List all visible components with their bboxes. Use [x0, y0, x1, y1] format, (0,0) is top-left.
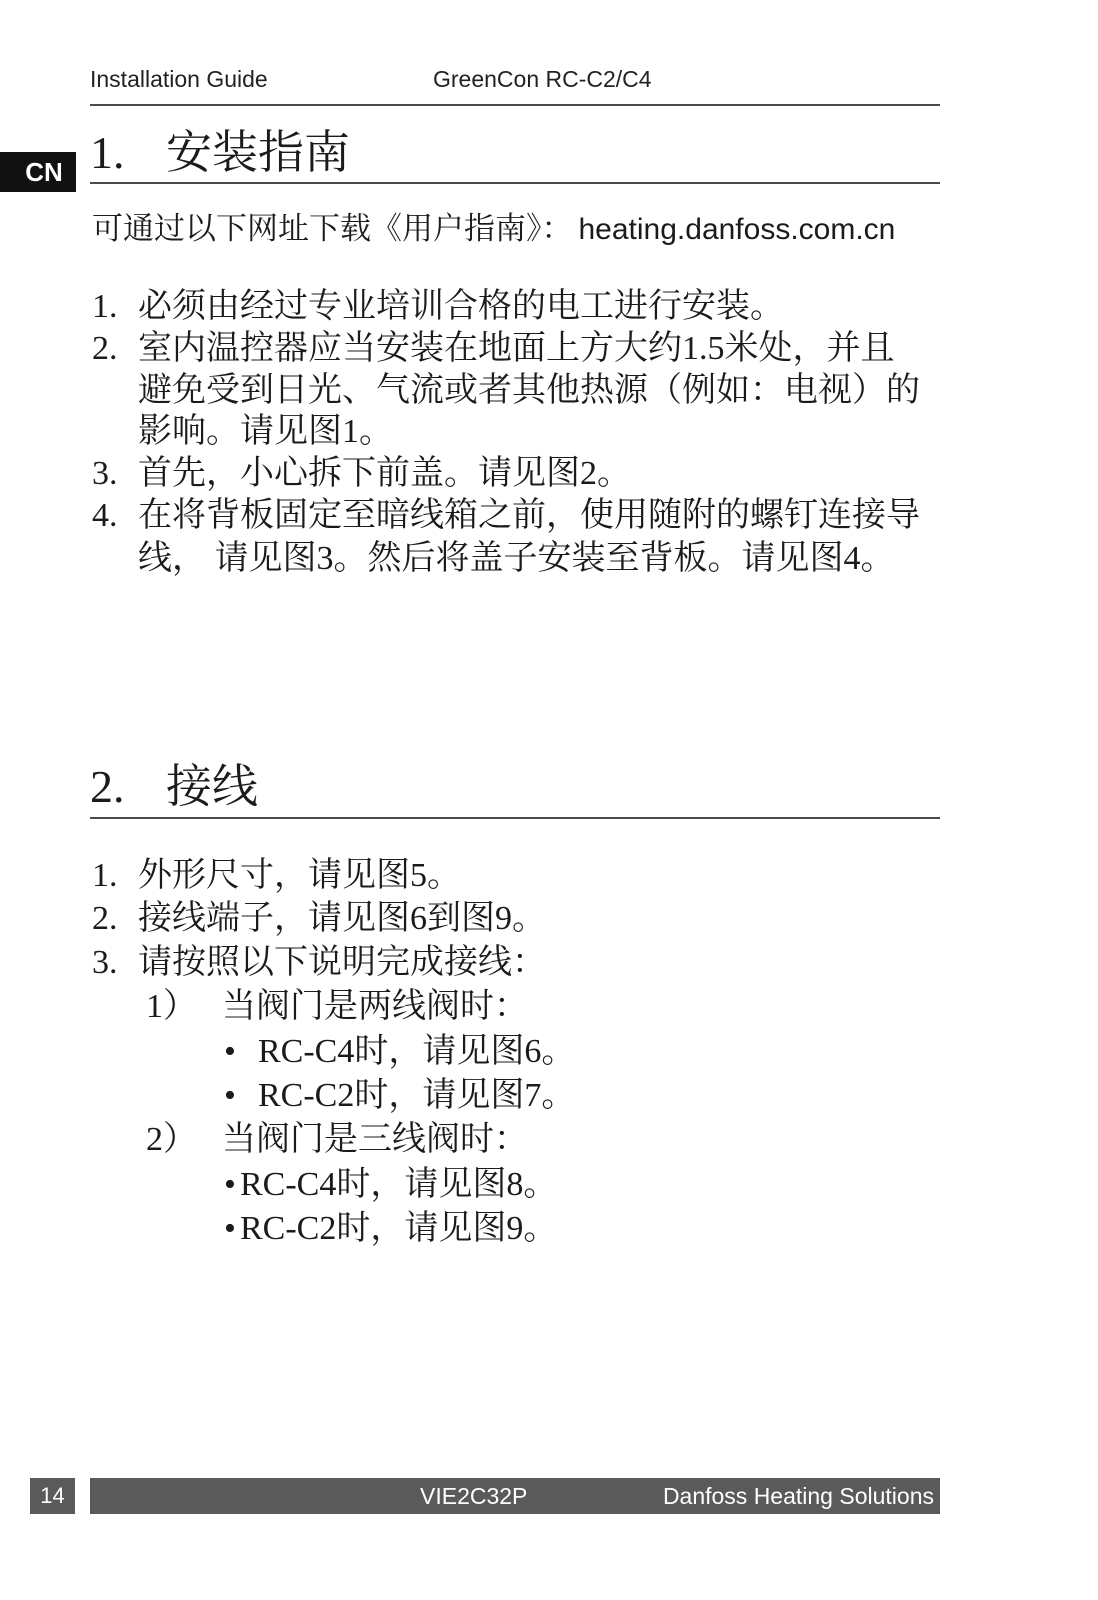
language-tab-label: CN — [25, 157, 63, 187]
list-item-text: 首先，小心拆下前盖。请见图2。 — [138, 455, 631, 492]
download-note — [92, 209, 895, 250]
section-2-number: 2. — [90, 761, 125, 812]
section-1-number: 1. — [90, 127, 125, 178]
list-item-text: 室内温控器应当安装在地面上方大约1.5米处，并且 — [138, 330, 895, 367]
bullet-marker: • — [224, 1210, 236, 1247]
list-item-text: 必须由经过专业培训合格的电工进行安装。 — [138, 288, 784, 325]
download-url: heating.danfoss.com.cn — [578, 213, 896, 246]
list-item-text-continued: 线， 请见图3。然后将盖子安装至背板。请见图4。 — [138, 540, 895, 577]
sub-item-marker: 1） — [146, 988, 197, 1025]
section-1-title: 安装指南 — [166, 127, 350, 178]
bullet-text: RC-C4时，请见图6。 — [258, 1033, 576, 1070]
bullet-text: RC-C2时，请见图9。 — [240, 1210, 558, 1247]
footer-bar — [90, 1478, 940, 1514]
list-item-text-continued: 影响。请见图1。 — [138, 413, 393, 450]
list-item-number: 3. — [92, 455, 118, 492]
list-item-number: 1. — [92, 288, 118, 325]
header-rule — [90, 104, 940, 106]
sub-item-marker: 2） — [146, 1121, 197, 1158]
section-2-title: 接线 — [166, 761, 258, 812]
sub-item-text: 当阀门是两线阀时： — [222, 988, 528, 1025]
page-number: 14 — [40, 1483, 65, 1508]
list-item-number: 4. — [92, 497, 118, 534]
sub-item-text: 当阀门是三线阀时： — [222, 1121, 528, 1158]
section-1-rule — [90, 182, 940, 184]
list-item-text-continued: 避免受到日光、气流或者其他热源（例如：电视）的 — [138, 372, 920, 409]
header-product-name: GreenCon RC-C2/C4 — [433, 66, 652, 92]
list-item-text: 请按照以下说明完成接线： — [138, 944, 546, 981]
list-item-text: 在将背板固定至暗线箱之前，使用随附的螺钉连接导 — [138, 497, 920, 534]
bullet-marker: • — [224, 1033, 236, 1070]
bullet-marker: • — [224, 1166, 236, 1203]
list-item-number: 2. — [92, 900, 118, 937]
list-item-number: 1. — [92, 857, 118, 894]
bullet-marker: • — [224, 1077, 236, 1114]
list-item-number: 3. — [92, 944, 118, 981]
footer-company: Danfoss Heating Solutions — [662, 1483, 934, 1509]
footer-doc-code: VIE2C32P — [420, 1483, 528, 1509]
language-tab — [0, 152, 76, 192]
bullet-text: RC-C2时，请见图7。 — [258, 1077, 576, 1114]
download-note-text: 可通过以下网址下载《用户指南》： — [92, 211, 573, 246]
page-number-box — [30, 1478, 75, 1514]
section-2-rule — [90, 817, 940, 819]
list-item-number: 2. — [92, 330, 118, 367]
bullet-text: RC-C4时，请见图8。 — [240, 1166, 558, 1203]
list-item-text: 接线端子，请见图6到图9。 — [138, 900, 546, 937]
list-item-text: 外形尺寸，请见图5。 — [138, 857, 461, 894]
header-doc-type: Installation Guide — [90, 66, 268, 92]
